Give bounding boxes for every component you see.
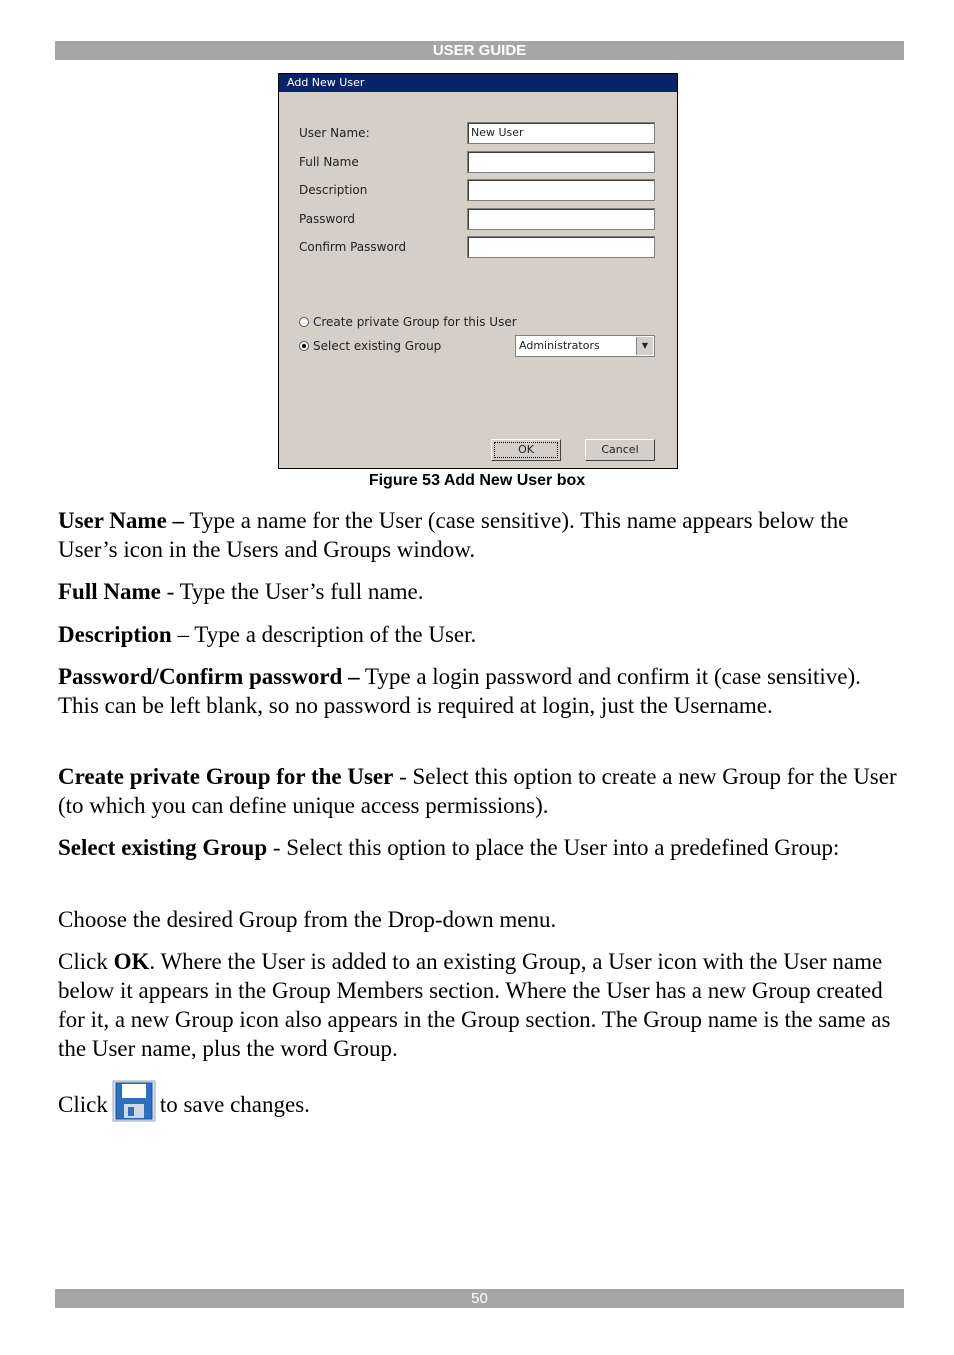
- save-icon: [112, 1080, 156, 1122]
- paragraph-description: [58, 620, 903, 649]
- radio-existing-group[interactable]: [299, 338, 441, 354]
- paragraph-full-name: [58, 577, 903, 606]
- confirm-password-label: Confirm Password: [299, 240, 407, 254]
- text-click-ok-pre: Click: [58, 949, 114, 974]
- ok-button[interactable]: OK: [491, 439, 561, 461]
- paragraph-private-group: [58, 762, 903, 820]
- full-name-label: Full Name: [299, 155, 359, 169]
- text-password: Type a login password and confirm it (case sensitive). This can be left blank, so no password is required at login, just the Username.: [58, 664, 861, 718]
- confirm-password-input[interactable]: [467, 236, 655, 258]
- term-ok: OK: [113, 949, 150, 974]
- paragraph-user-name: [58, 506, 903, 564]
- figure-caption: Figure 53 Add New User box: [368, 472, 586, 489]
- footer-bar: 50: [55, 1289, 904, 1308]
- description-label: Description: [299, 183, 368, 197]
- text-click-ok: . Where the User is added to an existing Group, a User icon with the User name below it appears in the Group Members section. Where the User has a new Group created for it, a new Group icon also appears in the Group section. The Group name is the same as the User name, plus the word Group.: [58, 949, 891, 1061]
- paragraph-password: [58, 662, 903, 720]
- text-full-name: - Type the User’s full name.: [160, 579, 424, 604]
- term-private-group: Create private Group for the User: [58, 764, 394, 789]
- dialog-title: Add New User: [279, 74, 677, 92]
- term-description: Description: [58, 622, 172, 647]
- text-private-group: - Select this option to create a new Group for the User (to which you can define unique access permissions).: [58, 764, 897, 818]
- add-new-user-dialog: [278, 73, 678, 469]
- password-input[interactable]: [467, 208, 655, 230]
- radio-private-icon: [299, 317, 309, 327]
- user-name-input[interactable]: New User: [467, 122, 655, 144]
- text-existing-group: - Select this option to place the User into a predefined Group:: [267, 835, 840, 860]
- term-full-name: Full Name: [58, 579, 161, 604]
- group-select[interactable]: [515, 335, 655, 357]
- term-existing-group: Select existing Group: [58, 835, 268, 860]
- paragraph-choose: [58, 905, 903, 934]
- paragraph-existing-group: [58, 833, 903, 862]
- text-save-post: to save changes.: [159, 1092, 310, 1117]
- text-choose: Choose the desired Group from the Drop-down menu.: [58, 907, 557, 932]
- user-name-label: User Name:: [299, 126, 370, 140]
- radio-private-label: Create private Group for this User: [313, 315, 517, 329]
- text-save-pre: Click: [58, 1092, 108, 1117]
- text-description: – Type a description of the User.: [171, 622, 477, 647]
- description-input[interactable]: [467, 179, 655, 201]
- group-select-value: Administrators: [519, 339, 600, 352]
- term-password: Password/Confirm password –: [58, 664, 360, 689]
- radio-private-group[interactable]: [299, 314, 517, 330]
- text-user-name: Type a name for the User (case sensitive). This name appears below the User’s icon in the Users and Groups window.: [58, 508, 849, 562]
- radio-existing-icon: [299, 341, 309, 351]
- full-name-input[interactable]: [467, 151, 655, 173]
- radio-existing-label: Select existing Group: [313, 339, 442, 353]
- header-bar: USER GUIDE: [55, 41, 904, 60]
- paragraph-click-ok: [58, 947, 903, 1063]
- cancel-button[interactable]: Cancel: [585, 439, 655, 461]
- term-user-name: User Name –: [58, 508, 185, 533]
- paragraph-save: [58, 1080, 903, 1122]
- chevron-down-icon[interactable]: ▼: [636, 337, 653, 355]
- password-label: Password: [299, 212, 356, 226]
